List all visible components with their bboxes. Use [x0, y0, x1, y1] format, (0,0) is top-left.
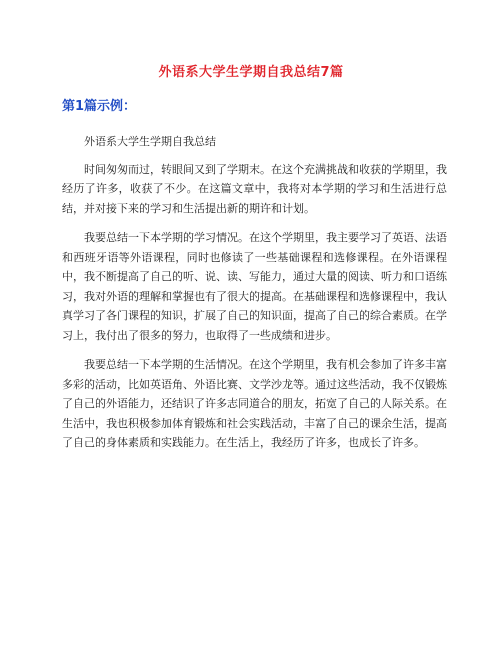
paragraph-life: 我要总结一下本学期的生活情况。在这个学期里，我有机会参加了许多丰富多彩的活动，比如英语角、外语比赛、文学沙龙等。通过这些活动，我不仅锻炼了自己的外语能力，还结识了许多志同道合的朋友，拓宽了自己的人际关系。在生活中，我也积极参加体育锻炼和社会实践活动，丰富了自己的课余生活，提高了自己的身体素质和实践能力。在生活上，我经历了许多，也成长了许多。	[62, 358, 447, 449]
paragraph-intro: 时间匆匆而过，转眼间又到了学期末。在这个充满挑战和收获的学期里，我经历了许多，收获了不少。在这篇文章中，我将对本学期的学习和生活进行总结，并对接下来的学习和生活提出新的期许和计划。	[62, 162, 447, 215]
section-heading: 第1篇示例：	[62, 99, 137, 114]
document-body	[62, 132, 447, 463]
document-title: 外语系大学生学期自我总结7篇	[158, 65, 344, 80]
paragraph-study: 我要总结一下本学期的学习情况。在这个学期里，我主要学习了英语、法语和西班牙语等外语课程，同时也修读了一些基础课程和选修课程。在外语课程中，我不断提高了自己的听、说、读、写能力，通过大量的阅读、听力和口语练习，我对外语的理解和掌握也有了很大的提高。在基础课程和选修课程中，我认真学习了各门课程的知识，扩展了自己的知识面，提高了自己的综合素质。在学习上，我付出了很多的努力，也取得了一些成绩和进步。	[62, 231, 447, 342]
essay-subtitle: 外语系大学生学期自我总结	[84, 135, 216, 148]
